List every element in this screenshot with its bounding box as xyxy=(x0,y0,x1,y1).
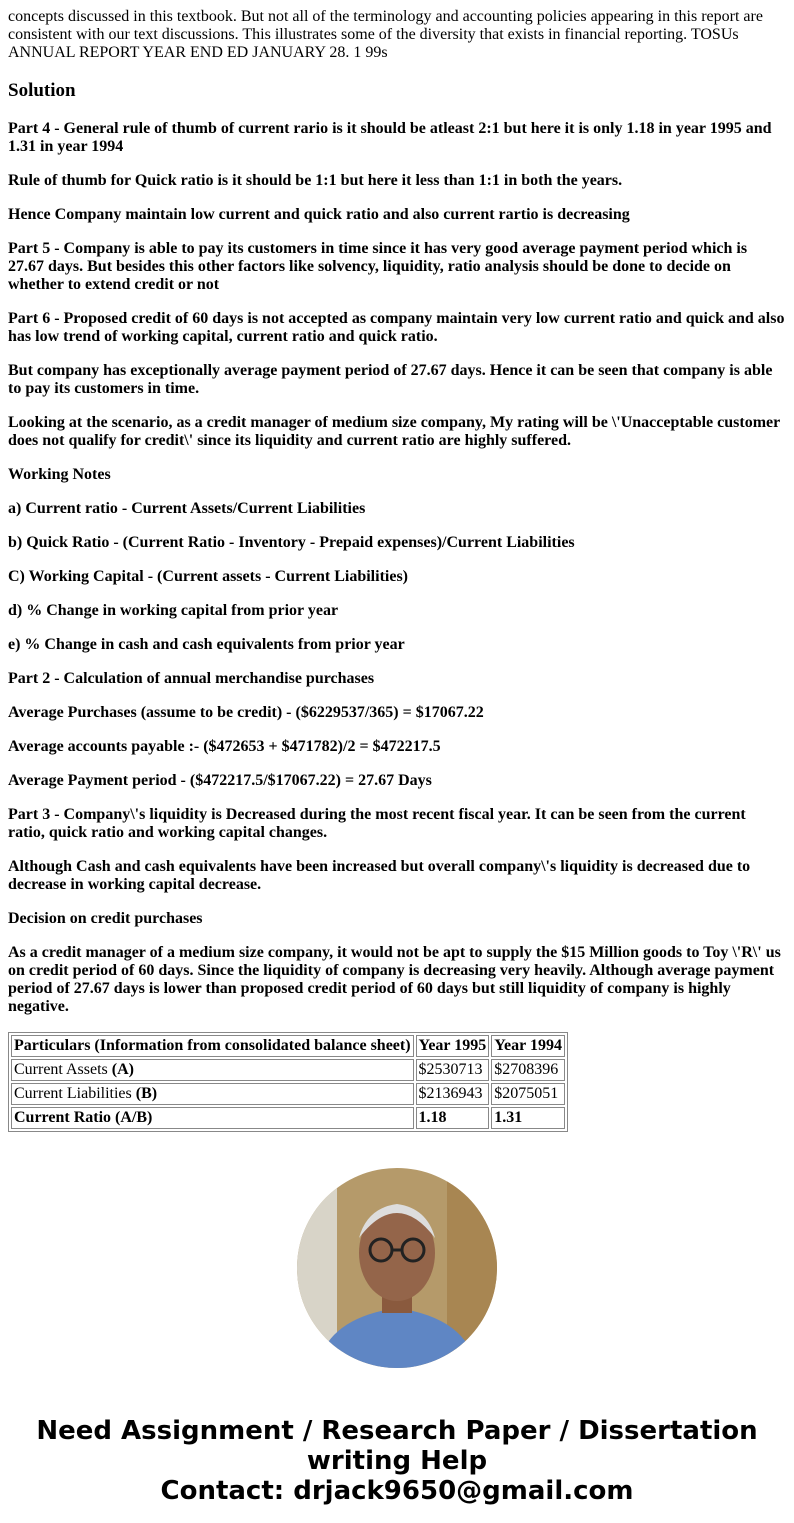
cell-1995: 1.18 xyxy=(416,1107,490,1129)
solution-paragraph: Average Purchases (assume to be credit) - ($6229537/365) = $17067.22 xyxy=(8,704,484,721)
table-header: Year 1994 xyxy=(491,1035,565,1057)
author-photo xyxy=(297,1168,497,1368)
solution-body xyxy=(8,120,786,1016)
row-tag: (A) xyxy=(111,1061,134,1078)
table-row xyxy=(11,1059,565,1081)
table-header-row xyxy=(11,1035,565,1057)
solution-paragraph: b) Quick Ratio - (Current Ratio - Inventory - Prepaid expenses)/Current Liabilities xyxy=(8,534,575,551)
solution-paragraph: Hence Company maintain low current and quick ratio and also current rartio is decreasing xyxy=(8,206,630,223)
table-row xyxy=(11,1107,565,1129)
solution-paragraph: Decision on credit purchases xyxy=(8,910,203,927)
solution-paragraph: Working Notes xyxy=(8,466,111,483)
solution-paragraph: Part 5 - Company is able to pay its customers in time since it has very good average payment period which is 27.67 days. But besides this other factors like solvency, liquidity, ratio analysis should be done to decide on whether to extend credit or not xyxy=(8,240,748,293)
table-header: Year 1995 xyxy=(416,1035,490,1057)
table-header: Particulars (Information from consolidated balance sheet) xyxy=(11,1035,414,1057)
solution-paragraph: Average accounts payable :- ($472653 + $471782)/2 = $472217.5 xyxy=(8,738,441,755)
row-tag: (B) xyxy=(135,1085,158,1102)
intro-text: concepts discussed in this textbook. But not all of the terminology and accounting policies appearing in this report are consistent with our text discussions. This illustrates some of the diversity that exists in financial reporting. TOSUs ANNUAL REPORT YEAR END ED JANUARY 28. 1 99s xyxy=(8,8,763,61)
current-ratio-table xyxy=(8,1032,568,1132)
solution-paragraph: Average Payment period - ($472217.5/$17067.22) = 27.67 Days xyxy=(8,772,432,789)
solution-paragraph: Part 6 - Proposed credit of 60 days is not accepted as company maintain very low current ratio and quick and also has low trend of working capital, current ratio and quick ratio. xyxy=(8,310,785,345)
solution-paragraph: Part 2 - Calculation of annual merchandise purchases xyxy=(8,670,375,687)
solution-paragraph: a) Current ratio - Current Assets/Current Liabilities xyxy=(8,500,366,517)
solution-paragraph: Although Cash and cash equivalents have been increased but overall company\'s liquidity is decreased due to decrease in working capital decrease. xyxy=(8,858,751,893)
table-row xyxy=(11,1083,565,1105)
solution-paragraph: But company has exceptionally average payment period of 27.67 days. Hence it can be seen that company is able to pay its customers in time. xyxy=(8,362,773,397)
footer-email[interactable]: Contact: drjack9650@gmail.com xyxy=(160,1476,634,1506)
cell-1994: $2075051 xyxy=(491,1083,565,1105)
solution-paragraph: Part 4 - General rule of thumb of current rario is it should be atleast 2:1 but here it is only 1.18 in year 1995 and 1.31 in year 1994 xyxy=(8,120,772,155)
cell-1994: $2708396 xyxy=(491,1059,565,1081)
solution-paragraph: d) % Change in working capital from prior year xyxy=(8,602,339,619)
row-label: Current Assets xyxy=(14,1061,112,1078)
solution-paragraph: As a credit manager of a medium size company, it would not be apt to supply the $15 Million goods to Toy \'R\' us on credit period of 60 days. Since the liquidity of company is decreasing very heavily. Although average payment period of 27.67 days is lower than proposed credit period of 60 days but still liquidity of company is highly negative. xyxy=(8,944,781,1015)
cell-1995: $2136943 xyxy=(416,1083,490,1105)
footer-contact xyxy=(8,1416,786,1506)
solution-paragraph: Part 3 - Company\'s liquidity is Decreased during the most recent fiscal year. It can be seen from the current ratio, quick ratio and working capital changes. xyxy=(8,806,746,841)
footer-help-text: Need Assignment / Research Paper / Dissertation writing Help xyxy=(36,1416,758,1476)
cell-1994: 1.31 xyxy=(491,1107,565,1129)
row-label: Current Liabilities xyxy=(14,1085,136,1102)
row-label: Current Ratio (A/B) xyxy=(11,1107,414,1129)
solution-paragraph: Looking at the scenario, as a credit manager of medium size company, My rating will be \'Unacceptable customer does not qualify for credit\' since its liquidity and current ratio are highly suffered. xyxy=(8,414,780,449)
solution-paragraph: C) Working Capital - (Current assets - Current Liabilities) xyxy=(8,568,408,585)
cell-1995: $2530713 xyxy=(416,1059,490,1081)
solution-paragraph: Rule of thumb for Quick ratio is it should be 1:1 but here it less than 1:1 in both the years. xyxy=(8,172,623,189)
solution-paragraph: e) % Change in cash and cash equivalents from prior year xyxy=(8,636,405,653)
solution-heading: Solution xyxy=(8,80,76,101)
